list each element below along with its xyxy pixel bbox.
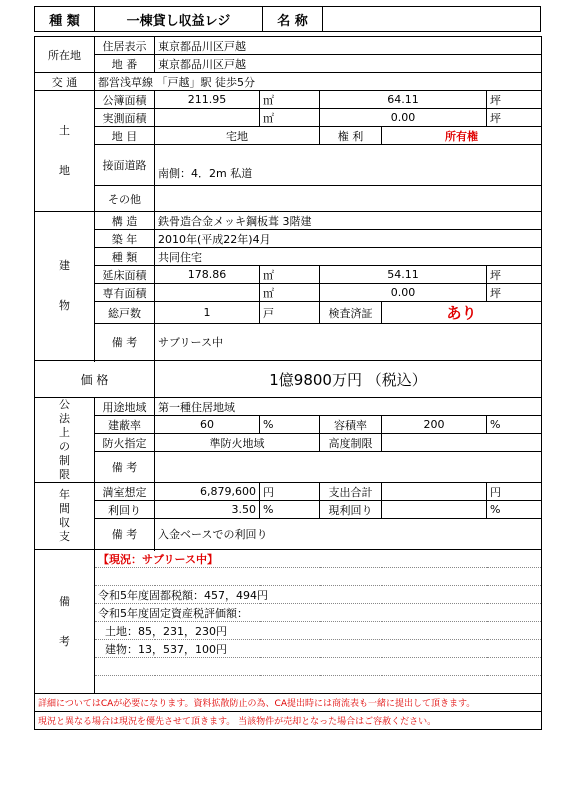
- yen-unit: 円: [260, 483, 320, 501]
- unit-tsubo: 坪: [487, 109, 542, 127]
- inspection-value: あり: [382, 302, 542, 324]
- category-label: 地 目: [95, 127, 155, 145]
- regulation-label: [35, 398, 95, 483]
- income-remarks-value: 入金ベースでの利回り: [155, 519, 542, 550]
- footer-note-2: 現況と異なる場合は現況を優先させて頂きます。 当該物件が売却となった場合はご容赦ください。: [35, 712, 542, 730]
- name-value: [323, 7, 540, 31]
- units-unit: 戸: [260, 302, 320, 324]
- unit-tsubo: 坪: [487, 91, 542, 109]
- type-value: 一棟貸し収益レジ: [95, 7, 263, 31]
- other-label: その他: [95, 186, 155, 212]
- unit-m2: ㎡: [260, 284, 320, 302]
- unit-tsubo: 坪: [487, 266, 542, 284]
- other-value: [155, 186, 542, 212]
- property-table: [34, 36, 542, 730]
- floor-area-label: 延床面積: [95, 266, 155, 284]
- public-area-tsubo: 64.11: [320, 91, 487, 109]
- land-label: 土 地: [35, 91, 95, 212]
- structure-value: 鉄骨造合金メッキ鋼板葺 3階建: [155, 212, 542, 230]
- notes-line: 令和5年度固都税額：457，494円: [95, 586, 542, 604]
- building-remarks-value: サブリース中: [155, 324, 542, 361]
- fire-value: 準防火地域: [155, 434, 320, 452]
- road-label: 接面道路: [95, 145, 155, 186]
- expense-value: [382, 483, 487, 501]
- kind-value: 共同住宅: [155, 248, 542, 266]
- address-value: 東京都品川区戸越: [155, 37, 542, 55]
- income-char: 年: [59, 488, 70, 501]
- height-label: 高度制限: [320, 434, 382, 452]
- units-label: 総戸数: [95, 302, 155, 324]
- inspection-label: 検査済証: [320, 302, 382, 324]
- name-label: 名 称: [263, 7, 323, 31]
- price-value: 1億9800万円 （税込）: [155, 361, 542, 398]
- private-area-tsubo: 0.00: [320, 284, 487, 302]
- public-area-m2: 211.95: [155, 91, 260, 109]
- regulation-char: 法: [59, 412, 70, 425]
- income-label: [35, 483, 95, 550]
- notes-line: 建物：13，537，100円: [95, 640, 542, 658]
- bcr-pct: %: [260, 416, 320, 434]
- far-value: 200: [382, 416, 487, 434]
- income-remarks-label: 備 考: [95, 519, 155, 550]
- bcr-value: 60: [155, 416, 260, 434]
- full-occupancy-label: 満室想定: [95, 483, 155, 501]
- rights-label: 権 利: [320, 127, 382, 145]
- regulation-char: 制: [59, 454, 70, 467]
- lot-label: 地 番: [95, 55, 155, 73]
- regulation-char: 限: [59, 468, 70, 481]
- regulation-char: 公: [59, 398, 70, 411]
- built-value: 2010年(平成22年)4月: [155, 230, 542, 248]
- notes-line: [95, 568, 542, 586]
- notes-line: 【現況：サブリース中】: [95, 550, 542, 568]
- kind-label: 種 類: [95, 248, 155, 266]
- net-yield-value: [382, 501, 487, 519]
- notes-line: [95, 676, 542, 694]
- traffic-value: 都営浅草線 「戸越」駅 徒歩5分: [95, 73, 542, 91]
- footer-note-1: 詳細についてはCAが必要になります。資料拡散防止の為、CA提出時には商流表も一緒に提出して頂きます。: [35, 694, 542, 712]
- yield-label: 利回り: [95, 501, 155, 519]
- regulation-char: の: [59, 440, 70, 453]
- structure-label: 構 造: [95, 212, 155, 230]
- location-label: 所在地: [35, 37, 95, 73]
- notes-line: [95, 658, 542, 676]
- net-yield-label: 現利回り: [320, 501, 382, 519]
- income-char: 収: [59, 516, 70, 529]
- net-yield-pct: %: [487, 501, 542, 519]
- zone-value: 第一種住居地域: [155, 398, 542, 416]
- height-value: [382, 434, 542, 452]
- public-area-label: 公簿面積: [95, 91, 155, 109]
- private-area-label: 専有面積: [95, 284, 155, 302]
- regulation-char: 上: [59, 426, 70, 439]
- lot-value: 東京都品川区戸越: [155, 55, 542, 73]
- address-label: 住居表示: [95, 37, 155, 55]
- price-label: 価 格: [35, 361, 155, 398]
- category-value: 宅地: [155, 127, 320, 145]
- units-value: 1: [155, 302, 260, 324]
- bcr-label: 建蔽率: [95, 416, 155, 434]
- building-remarks-label: 備 考: [95, 324, 155, 361]
- regulation-remarks-value: [155, 452, 542, 483]
- yield-value: 3.50: [155, 501, 260, 519]
- far-label: 容積率: [320, 416, 382, 434]
- unit-tsubo: 坪: [487, 284, 542, 302]
- rights-value: 所有権: [382, 127, 542, 145]
- fire-label: 防火指定: [95, 434, 155, 452]
- actual-area-m2: [155, 109, 260, 127]
- traffic-label: 交 通: [35, 73, 95, 91]
- header-bar: [34, 6, 541, 32]
- unit-m2: ㎡: [260, 91, 320, 109]
- income-char: 間: [59, 502, 70, 515]
- unit-m2: ㎡: [260, 109, 320, 127]
- unit-m2: ㎡: [260, 266, 320, 284]
- yen-unit: 円: [487, 483, 542, 501]
- expense-label: 支出合計: [320, 483, 382, 501]
- floor-area-m2: 178.86: [155, 266, 260, 284]
- type-label: 種 類: [35, 7, 95, 31]
- income-char: 支: [59, 530, 70, 543]
- notes-line: 土地：85，231，230円: [95, 622, 542, 640]
- actual-area-tsubo: 0.00: [320, 109, 487, 127]
- private-area-m2: [155, 284, 260, 302]
- regulation-remarks-label: 備 考: [95, 452, 155, 483]
- built-label: 築 年: [95, 230, 155, 248]
- far-pct: %: [487, 416, 542, 434]
- notes-label: 備 考: [35, 550, 95, 694]
- zone-label: 用途地域: [95, 398, 155, 416]
- floor-area-tsubo: 54.11: [320, 266, 487, 284]
- road-value: 南側：4．2m 私道: [155, 145, 542, 186]
- actual-area-label: 実測面積: [95, 109, 155, 127]
- full-occupancy-value: 6,879,600: [155, 483, 260, 501]
- yield-pct: %: [260, 501, 320, 519]
- notes-line: 令和5年度固定資産税評価額：: [95, 604, 542, 622]
- building-label: 建 物: [35, 212, 95, 361]
